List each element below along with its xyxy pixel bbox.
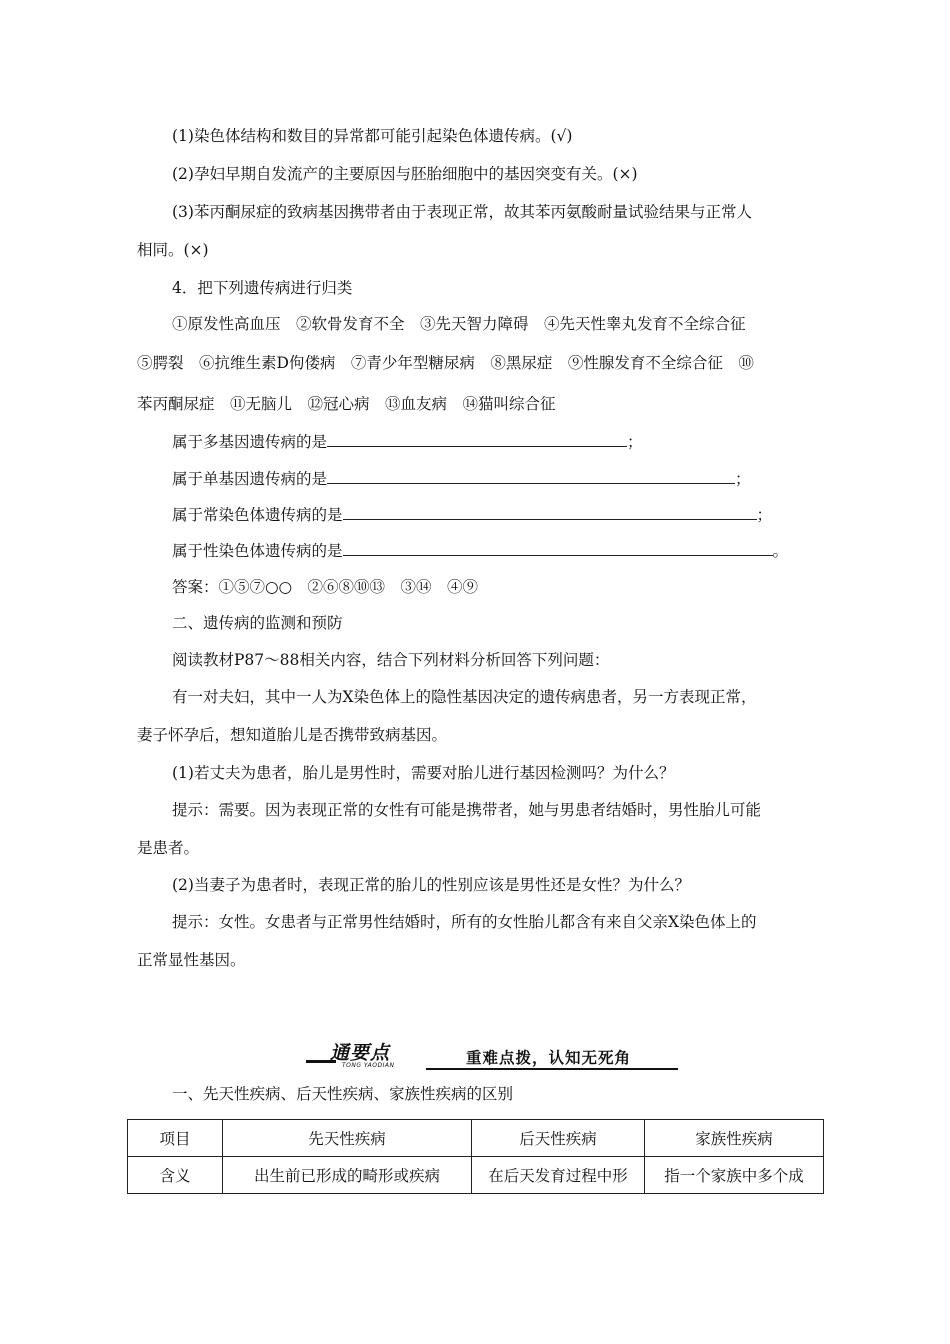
- banner-title: 重难点拨，认知无死角: [466, 1049, 632, 1067]
- question-3-line-1: (3)苯丙酮尿症的致病基因携带者由于表现正常，故其苯丙氨酸耐量试验结果与正常人: [172, 203, 752, 221]
- sub-question-1: (1)若丈夫为患者，胎儿是男性时，需要对胎儿进行基因检测吗？为什么？: [172, 764, 675, 782]
- table-cell: 在后天发育过程中形: [472, 1157, 645, 1194]
- answer-blank[interactable]: [327, 469, 735, 484]
- case-line-2: 妻子怀孕后，想知道胎儿是否携带致病基因。: [137, 726, 448, 744]
- section-1-title: 一、先天性疾病、后天性疾病、家族性疾病的区别: [172, 1085, 514, 1103]
- question-4-title: 4．把下列遗传病进行归类: [172, 279, 353, 297]
- hint-2-line-1: 提示：女性。女患者与正常男性结婚时，所有的女性胎儿都含有来自父亲X染色体上的: [172, 913, 757, 931]
- hint-2-line-2: 正常显性基因。: [137, 951, 246, 969]
- section-banner: [306, 1040, 678, 1072]
- table-cell: 指一个家族中多个成: [645, 1157, 824, 1194]
- table-cell: 出生前已形成的畸形或疾病: [223, 1157, 472, 1194]
- reading-instruction: 阅读教材P87～88相关内容，结合下列材料分析回答下列问题：: [172, 651, 610, 669]
- table-header-cell: 项目: [128, 1120, 223, 1157]
- fill-label: 属于多基因遗传病的是: [172, 433, 328, 451]
- answer-blank[interactable]: [327, 432, 627, 447]
- answer-blank[interactable]: [343, 541, 773, 556]
- answer: 答案：①⑤⑦○○ ②⑥⑧⑩⑬ ③⑭ ④⑨: [172, 578, 479, 596]
- table-header-cell: 家族性疾病: [645, 1120, 824, 1157]
- hint-1-line-2: 是患者。: [137, 839, 200, 857]
- table-header-cell: 后天性疾病: [472, 1120, 645, 1157]
- fill-in-autosomal: 属于常染色体遗传病的是 ；: [172, 506, 773, 524]
- banner-underline: [426, 1068, 678, 1070]
- table-header-row: [128, 1120, 824, 1157]
- fill-in-sex-chromosomal: 属于性染色体遗传病的是 。: [172, 542, 789, 560]
- table-row: [128, 1157, 824, 1194]
- fill-label: 属于常染色体遗传病的是: [172, 506, 343, 524]
- sub-question-2: (2)当妻子为患者时，表现正常的胎儿的性别应该是男性还是女性？为什么？: [172, 876, 690, 894]
- question-3-line-2: 相同。(×): [137, 241, 209, 259]
- table-header-cell: 先天性疾病: [223, 1120, 472, 1157]
- question-4-list-line-2: ⑤腭裂 ⑥抗维生素D佝偻病 ⑦青少年型糖尿病 ⑧黑尿症 ⑨性腺发育不全综合征 ⑩: [137, 354, 754, 372]
- fill-in-monogenic: 属于单基因遗传病的是 ；: [172, 470, 751, 488]
- fill-label: 属于单基因遗传病的是: [172, 470, 328, 488]
- fill-in-polygenic: 属于多基因遗传病的是 ；: [172, 433, 643, 451]
- case-line-1: 有一对夫妇，其中一人为X染色体上的隐性基因决定的遗传病患者，另一方表现正常，: [172, 688, 757, 706]
- question-4-list-line-3: 苯丙酮尿症 ⑪无脑儿 ⑫冠心病 ⑬血友病 ⑭猫叫综合征: [137, 395, 556, 413]
- section-2-title: 二、遗传病的监测和预防: [172, 614, 343, 632]
- question-2: (2)孕妇早期自发流产的主要原因与胚胎细胞中的基因突变有关。(×): [172, 165, 638, 183]
- question-4-list-line-1: ①原发性高血压 ②软骨发育不全 ③先天智力障碍 ④先天性睾丸发育不全综合征: [172, 315, 746, 333]
- fill-label: 属于性染色体遗传病的是: [172, 542, 343, 560]
- tong-yaodian-logo: 通要点 TONG YAODIAN: [306, 1040, 426, 1072]
- hint-1-line-1: 提示：需要。因为表现正常的女性有可能是携带者，她与男患者结婚时，男性胎儿可能: [172, 801, 762, 819]
- question-1: (1)染色体结构和数目的异常都可能引起染色体遗传病。(√): [172, 127, 573, 145]
- disease-comparison-table: [127, 1119, 824, 1194]
- table-cell: 含义: [128, 1157, 223, 1194]
- answer-blank[interactable]: [343, 505, 757, 520]
